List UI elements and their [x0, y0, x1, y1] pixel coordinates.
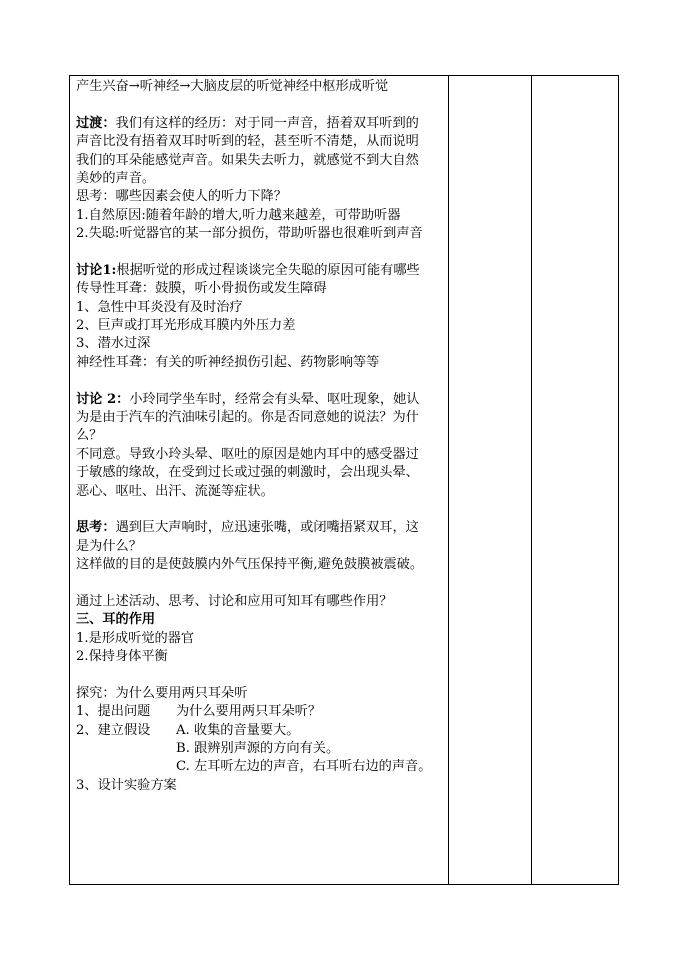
text-line: 思考：哪些因素会使人的听力下降？	[76, 189, 287, 205]
blank-line	[76, 501, 444, 519]
text-line: 1.是形成听觉的器官	[76, 630, 195, 646]
text-line: 神经性耳聋：有关的听神经损伤引起、药物影响等等	[76, 354, 380, 370]
table-row	[70, 76, 619, 885]
think-heading	[76, 519, 444, 537]
text-line: 2、巨声或打耳光形成耳膜内外压力差	[76, 318, 296, 334]
text-span: 遇到巨大声响时，应迅速张嘴，或闭嘴捂紧双耳，这	[115, 520, 419, 536]
text-line: 么？	[76, 428, 103, 444]
transition-paragraph	[76, 115, 444, 133]
step-text: A. 收集的音量要大。	[176, 722, 300, 738]
text-line: 恶心、呕吐、出汗、流涎等症状。	[76, 483, 274, 499]
step-label: 2、建立假设	[76, 722, 151, 738]
text-span: 根据听觉的形成过程谈谈完全失聪的原因可能有哪些	[116, 262, 420, 278]
text-line: 通过上述活动、思考、讨论和应用可知耳有哪些作用？	[76, 593, 393, 609]
text-line: 美妙的声音。	[76, 170, 156, 186]
text-line: 这样做的目的是使鼓膜内外气压保持平衡,避免鼓膜被震破。	[76, 557, 424, 573]
text-line: 1.自然原因:随着年龄的增大,听力越来越差，可带助听器	[76, 207, 401, 223]
text-line: 2.失聪:听觉器官的某一部分损伤，带助听器也很难听到声音	[76, 226, 423, 242]
text-span: 小玲同学坐车时，经常会有头晕、呕吐现象，她认	[129, 391, 420, 407]
think-label: 思考：	[76, 520, 116, 536]
text-line: 我们的耳朵能感觉声音。如果失去听力，就感觉不到大自然	[76, 152, 419, 168]
text-line: 3、设计实验方案	[76, 777, 177, 793]
text-line: 为是由于汽车的汽油味引起的。你是否同意她的说法？为什	[76, 410, 419, 426]
text-span: 我们有这样的经历：对于同一声音，捂着双耳听到的	[115, 115, 419, 131]
text-line: 于敏感的缘故，在受到过长或过强的刺激时，会出现头晕、	[76, 465, 419, 481]
section-heading: 三、耳的作用	[76, 612, 156, 628]
text-line: 产生兴奋→听神经→大脑皮层的听觉神经中枢形成听觉	[76, 79, 389, 94]
discussion-2-label: 讨论 2：	[76, 391, 130, 407]
hypothesis-c: C. 左耳听左边的声音，右耳听右边的声音。	[176, 759, 432, 775]
transition-label: 过渡：	[76, 115, 116, 131]
step-2-line	[76, 722, 444, 740]
text-line: 传导性耳聋：鼓膜，听小骨损伤或发生障碍	[76, 281, 327, 297]
step-text: 为什么要用两只耳朵听？	[176, 704, 322, 720]
text-line: 不同意。导致小玲头晕、呕吐的原因是她内耳中的感受器过	[76, 446, 419, 462]
text-line: 1、急性中耳炎没有及时治疗	[76, 299, 243, 315]
lesson-plan-table	[69, 75, 619, 885]
blank-line	[76, 244, 444, 262]
blank-line	[76, 575, 444, 593]
discussion-1-label: 讨论1:	[76, 262, 117, 278]
blank-line	[76, 96, 444, 114]
discussion-1-heading	[76, 262, 444, 280]
text-line: 声音比没有捂着双耳时听到的轻，甚至听不清楚，从而说明	[76, 134, 419, 150]
text-line: 是为什么？	[76, 538, 142, 554]
hypothesis-b: B. 跟辨别声源的方向有关。	[176, 741, 340, 757]
blank-column-cell	[449, 76, 532, 885]
text-line: 探究：为什么要用两只耳朵听	[76, 685, 248, 701]
step-1-line	[76, 703, 444, 721]
step-label: 1、提出问题	[76, 704, 151, 720]
discussion-2-heading	[76, 391, 444, 409]
blank-line	[76, 667, 444, 685]
text-line: 3、潜水过深	[76, 336, 151, 352]
blank-column-cell	[532, 76, 619, 885]
lesson-content	[70, 76, 448, 884]
content-cell	[70, 76, 449, 885]
blank-line	[76, 372, 444, 390]
text-line: 2.保持身体平衡	[76, 649, 168, 665]
